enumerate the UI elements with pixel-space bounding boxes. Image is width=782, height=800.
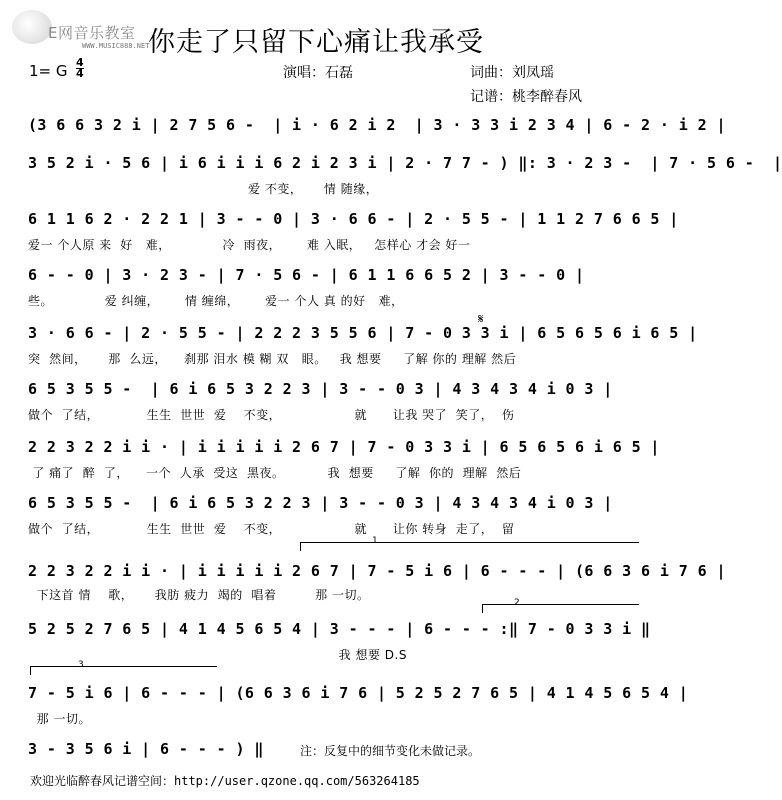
score-line-5: 3 · 6 6 - | 2 · 5 5 - | 2 2 2 3 5 5 6 | 7 - 0 3 3 i | 6 5 6 5 6 i 6 5 |	[28, 324, 698, 342]
logo-brand: E网音乐教室	[48, 24, 136, 42]
lyric-line-5: 突 然间， 那 么远， 刹那 泪水 模 糊 双 眼。 我 想要 了解 你的 理解 然后	[28, 352, 517, 366]
lyricist-credit: 词曲：刘凤瑶	[470, 65, 554, 81]
time-signature-top: 4	[76, 56, 84, 69]
time-signature-bottom: 4	[76, 67, 84, 80]
score-line-3: 6 1 1 6 2 · 2 2 1 | 3 - - 0 | 3 · 6 6 - | 2 · 5 5 - | 1 1 2 7 6 6 5 |	[28, 210, 679, 228]
lyric-line-3: 爱一 个人原 来 好 难， 冷 雨夜， 难 入眠， 怎样心 才会 好一	[28, 238, 471, 252]
time-signature	[76, 58, 84, 79]
singer-credit: 演唱：石磊	[283, 65, 353, 81]
lyric-line-8: 做个 了结， 生生 世世 爱 不变， 就 让你 转身 走了， 留	[28, 522, 515, 536]
ending-bracket-3	[30, 666, 217, 675]
footer-credit: 欢迎光临醉春风记谱空间：http://user.qzone.qq.com/563264185	[30, 774, 420, 788]
lyric-line-9: 下这首 情 歌， 我肪 疲力 竭的 唱着 那 一切。	[28, 588, 370, 602]
ending-number-2: 2	[514, 598, 520, 608]
lyric-line-7: 了 痛了 醉 了， 一个 人承 受这 黑夜。 我 想要 了解 你的 理解 然后	[28, 466, 522, 480]
key-signature: 1= G	[29, 62, 68, 80]
lyric-line-10: 我 想要 D.S	[28, 648, 407, 662]
score-line-8: 6 5 3 5 5 - | 6 i 6 5 3 2 2 3 | 3 - - 0 3 | 4 3 4 3 4 i 0 3 |	[28, 494, 613, 512]
score-line-6: 6 5 3 5 5 - | 6 i 6 5 3 2 2 3 | 3 - - 0 3 | 4 3 4 3 4 i 0 3 |	[28, 380, 613, 398]
score-line-4: 6 - - 0 | 3 · 2 3 - | 7 · 5 6 - | 6 1 1 6 6 5 2 | 3 - - 0 |	[28, 266, 585, 284]
song-title: 你走了只留下心痛让我承受	[148, 27, 484, 58]
ending-bracket-1	[300, 542, 639, 551]
score-line-11: 7 - 5 i 6 | 6 - - - | (6 6 3 6 i 7 6 | 5 2 5 2 7 6 5 | 4 1 4 5 6 5 4 |	[28, 684, 689, 702]
logo-badge-icon	[12, 10, 52, 44]
ending-number-1: 1	[372, 536, 378, 546]
lyric-line-2: 爱 不变， 情 随缘，	[28, 182, 379, 196]
ending-number-3: 3	[78, 660, 84, 670]
score-line-7: 2 2 3 2 2 i i · | i i i i i 2 6 7 | 7 - 0 3 3 i | 6 5 6 5 6 i 6 5 |	[28, 438, 660, 456]
footnote: 注：反复中的细节变化未做记录。	[300, 744, 481, 758]
score-line-12: 3 - 3 5 6 i | 6 - - - ) ‖	[28, 740, 264, 758]
ending-bracket-2	[482, 604, 639, 613]
lyric-line-11: 那 一切。	[28, 712, 91, 726]
lyric-line-4: 些。 爱 纠缠， 情 缠绵， 爱一 个人 真 的好 难，	[28, 294, 404, 308]
lyric-line-6: 做个 了结， 生生 世世 爱 不变， 就 让我 哭了 笑了， 伤	[28, 408, 515, 422]
score-line-1: (3 6 6 3 2 i | 2 7 5 6 - | i · 6 2 i 2 | 3 · 3 3 i 2 3 4 | 6 - 2 · i 2 |	[28, 116, 726, 134]
transcriber-credit: 记谱：桃李醉春风	[470, 89, 582, 105]
score-line-9: 2 2 3 2 2 i i · | i i i i i 2 6 7 | 7 - 5 i 6 | 6 - - - | (6 6 3 6 i 7 6 |	[28, 562, 726, 580]
score-line-2: 3 5 2 i · 5 6 | i 6 i i i 6 2 i 2 3 i | 2 · 7 7 - ) ‖: 3 · 2 3 - | 7 · 5 6 - |	[28, 154, 782, 172]
segno-sign: 𝄋	[478, 312, 484, 327]
score-line-10: 5 2 5 2 7 6 5 | 4 1 4 5 6 5 4 | 3 - - - | 6 - - - :‖ 7 - 0 3 3 i ‖	[28, 620, 651, 638]
logo-url: WWW.MUSIC888.NET	[82, 42, 150, 50]
